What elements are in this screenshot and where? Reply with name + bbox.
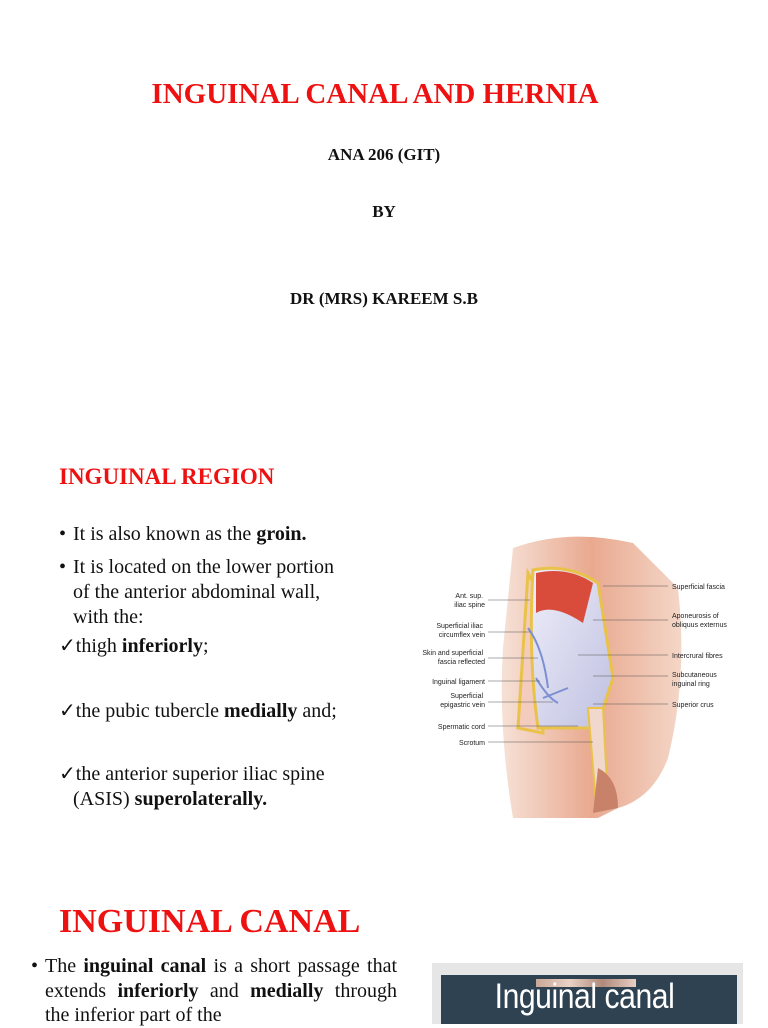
checkmark-icon: ✓ <box>59 635 76 657</box>
inguinal-region-diagram <box>418 528 763 818</box>
label-superficial-epigastric-vein: Superficial epigastric vein <box>440 693 485 709</box>
label-superficial-fascia: Superficial fascia <box>672 584 725 591</box>
author: DR (MRS) KAREEM S.B <box>290 289 478 308</box>
checkmark-icon: ✓ <box>59 763 76 785</box>
inguinal-canal-thumbnail <box>432 963 743 1024</box>
bullet-icon: • <box>59 523 67 545</box>
label-intercrural-fibres: Intercrural fibres <box>672 653 723 660</box>
bullet-location: • It is located on the lower portion of the anterior abdominal wall, with the: <box>59 556 335 628</box>
label-scrotum: Scrotum <box>458 740 485 747</box>
label-spermatic-cord: Spermatic cord <box>437 724 485 731</box>
label-inguinal-ligament: Inguinal ligament <box>432 679 485 686</box>
label-subcutaneous-inguinal-ring: Subcutaneous inguinal ring <box>672 672 717 688</box>
course-code: ANA 206 (GIT) <box>327 145 441 164</box>
label-superior-crus: Superior crus <box>672 702 714 709</box>
check-pubic-tubercle: ✓the pubic tubercle medially and; <box>59 700 337 722</box>
check-thigh: ✓thigh inferiorly; <box>59 635 209 657</box>
label-aponeurosis-obliquus-externus: Aponeurosis of obliquus externus <box>672 613 727 629</box>
by-label: BY <box>372 202 396 221</box>
checkmark-icon: ✓ <box>59 700 76 722</box>
label-ant-sup-iliac-spine: Ant. sup. iliac spine <box>454 593 485 609</box>
thumbnail-title: Inguinal canal <box>494 977 675 1016</box>
title: INGUINAL CANAL AND HERNIA <box>151 78 599 110</box>
check-asis: ✓the anterior superior iliac spine (ASIS) superolaterally. <box>59 763 325 810</box>
bullet-groin: • It is also known as the groin. <box>59 523 307 545</box>
bullet-icon: • <box>59 556 67 578</box>
heading-inguinal-canal: INGUINAL CANAL <box>59 903 361 940</box>
canal-description: • The inguinal canal is a short passage that extends inferiorly and medially through the inferior part of the <box>31 955 398 1026</box>
bullet-icon: • <box>31 955 39 977</box>
label-superficial-iliac-circumflex-vein: Superficial iliac circumflex vein <box>436 623 485 639</box>
label-skin-fascia-reflected: Skin and superficial fascia reflected <box>422 650 485 666</box>
heading-inguinal-region: INGUINAL REGION <box>59 464 275 489</box>
